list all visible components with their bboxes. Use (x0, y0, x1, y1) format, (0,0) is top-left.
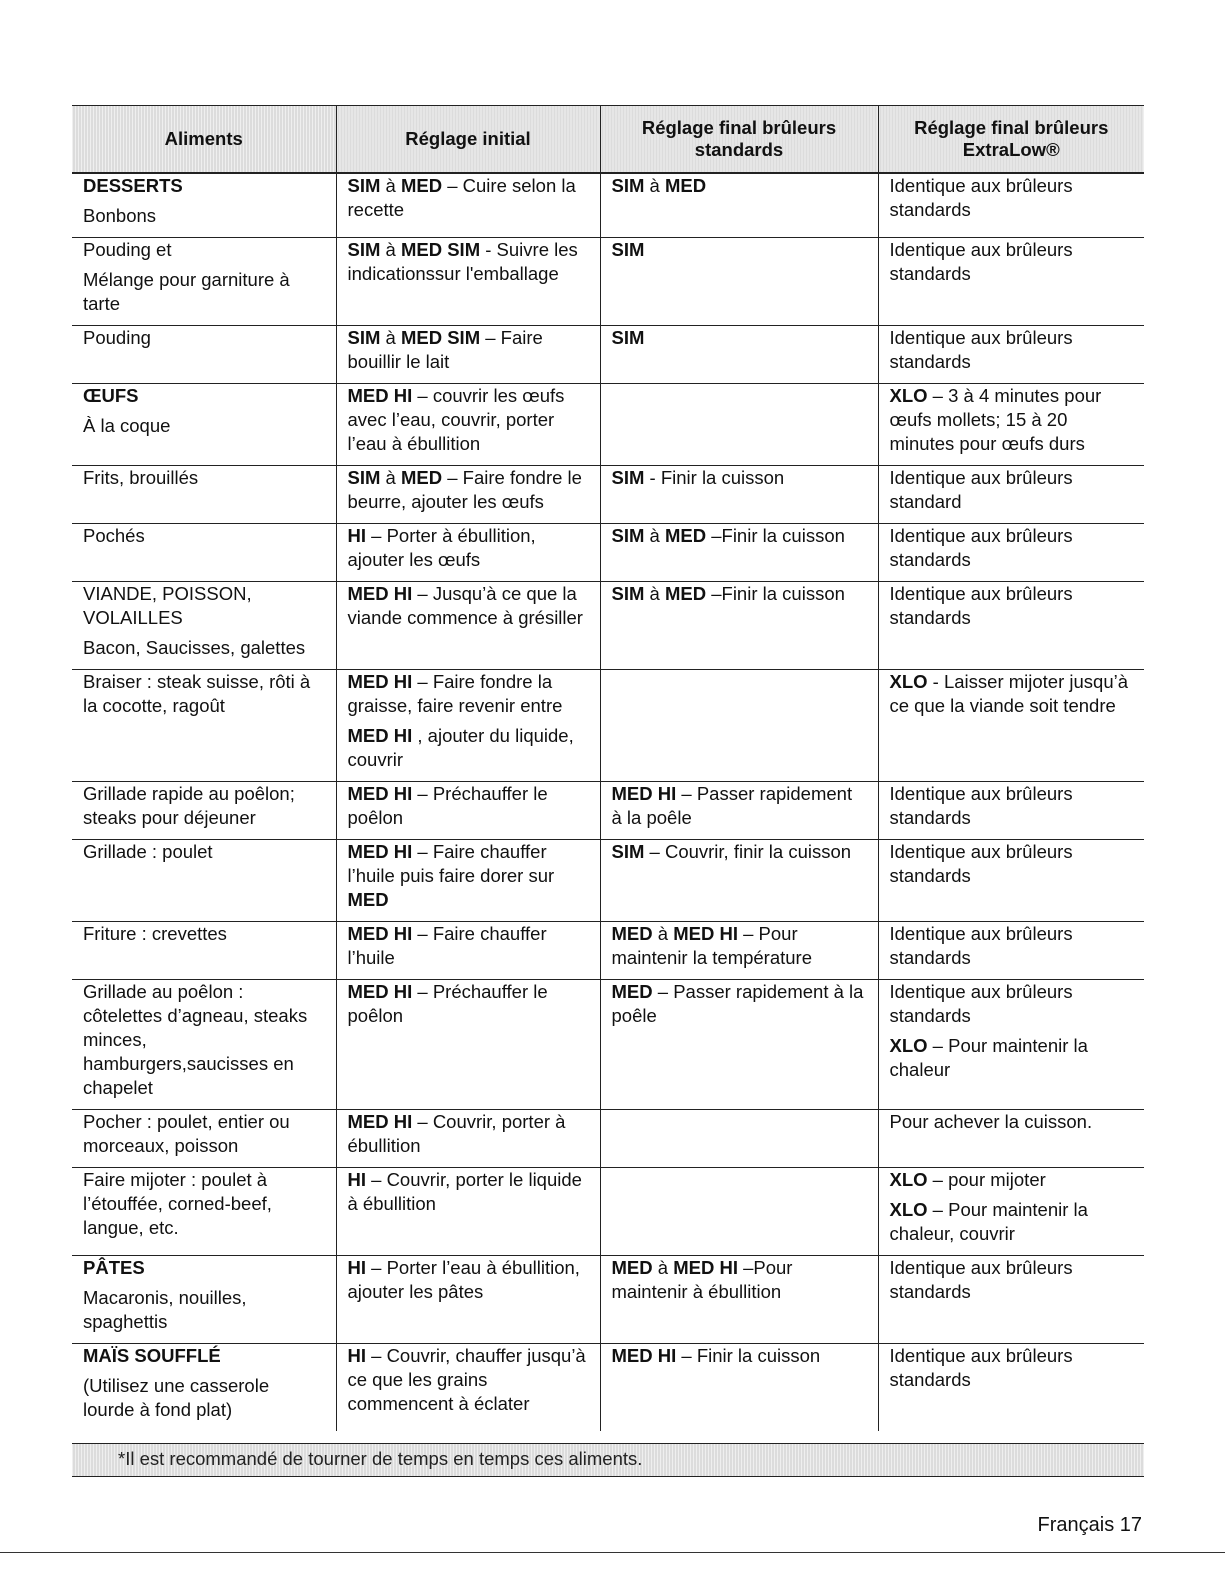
cell-paragraph (890, 980, 1135, 1028)
cell-reglage-extralow (878, 1256, 1144, 1344)
setting-label: SIM (611, 467, 645, 488)
cell-text: - Finir la cuisson (644, 467, 785, 488)
cell-text: Pochés (83, 525, 145, 546)
cell-text: – Finir la cuisson (676, 1345, 821, 1366)
cell-text: Grillade rapide au poêlon; steaks pour déjeuner (83, 783, 295, 828)
cell-reglage-initial (336, 1168, 600, 1256)
cell-paragraph (890, 466, 1135, 514)
page-footer: Français 17 (1037, 1514, 1142, 1536)
cell-text: Identique aux brûleurs standards (889, 1345, 1073, 1390)
cell-reglage-extralow (878, 384, 1144, 466)
cell-paragraph (83, 414, 326, 438)
setting-label: MED (400, 467, 443, 488)
cell-aliments (72, 238, 336, 326)
cell-paragraph (83, 782, 326, 830)
cell-text: – Faire chauffer l’huile puis faire dorer sur (347, 841, 555, 886)
cell-text: Pour achever la cuisson. (889, 1111, 1093, 1132)
table-row (72, 466, 1144, 524)
cell-reglage-initial (336, 1256, 600, 1344)
setting-label: MED HI (347, 583, 413, 604)
cell-paragraph (612, 466, 868, 490)
setting-label: SIM (611, 175, 645, 196)
setting-label: MED HI (347, 725, 413, 746)
cell-aliments (72, 466, 336, 524)
setting-label: ŒUFS (83, 385, 139, 406)
cell-text: – Préchauffer le poêlon (347, 783, 548, 828)
setting-label: SIM (611, 327, 645, 348)
cell-reglage-standards (600, 1256, 878, 1344)
cell-text: – Passer rapidement à la poêle (611, 981, 864, 1026)
cell-text: – Porter à ébullition, ajouter les œufs (347, 525, 536, 570)
cell-text: – Porter l’eau à ébullition, ajouter les pâtes (347, 1257, 580, 1302)
cell-text: – Faire fondre la graisse, faire revenir entre (347, 671, 563, 716)
cell-paragraph (348, 1110, 590, 1158)
setting-label: MED HI (347, 385, 413, 406)
cell-paragraph (348, 174, 590, 222)
setting-label: HI (347, 1345, 366, 1366)
table-row (72, 1110, 1144, 1168)
cell-paragraph (348, 384, 590, 456)
header-reglage-final-standards: Réglage final brûleurs standards (600, 106, 878, 174)
cell-paragraph (348, 670, 590, 718)
cell-paragraph (612, 238, 868, 262)
cell-text: Pocher : poulet, entier ou morceaux, poisson (83, 1111, 290, 1156)
cell-reglage-standards (600, 466, 878, 524)
cell-reglage-extralow (878, 1344, 1144, 1432)
cell-text: Bacon, Saucisses, galettes (83, 637, 306, 658)
cell-paragraph (83, 1110, 326, 1158)
cell-paragraph (348, 524, 590, 572)
cell-reglage-extralow (878, 782, 1144, 840)
cell-text: à (652, 1257, 674, 1278)
cell-paragraph (890, 922, 1135, 970)
cell-text: Pouding et (83, 239, 172, 260)
cell-text: à (652, 923, 674, 944)
setting-label: HI (347, 1257, 366, 1278)
cell-paragraph (612, 524, 868, 548)
cell-text: Macaronis, nouilles, spaghettis (83, 1287, 247, 1332)
cell-paragraph (348, 724, 590, 772)
cell-paragraph (83, 174, 326, 198)
header-reglage-initial: Réglage initial (336, 106, 600, 174)
cell-text: VIANDE, POISSON, VOLAILLES (83, 583, 252, 628)
cell-paragraph (890, 670, 1135, 718)
cell-text: Identique aux brûleurs standards (889, 525, 1073, 570)
cell-reglage-standards (600, 782, 878, 840)
cell-reglage-extralow (878, 840, 1144, 922)
setting-label: HI (347, 1169, 366, 1190)
setting-label: XLO (889, 385, 928, 406)
table-row (72, 670, 1144, 782)
cell-paragraph (890, 782, 1135, 830)
cell-reglage-standards (600, 326, 878, 384)
cell-text: Friture : crevettes (83, 923, 227, 944)
cell-paragraph (83, 524, 326, 548)
cell-paragraph (83, 582, 326, 630)
setting-label: MED HI (347, 981, 413, 1002)
cell-reglage-standards (600, 582, 878, 670)
cell-reglage-initial (336, 384, 600, 466)
cell-paragraph (83, 670, 326, 718)
table-row (72, 980, 1144, 1110)
cell-paragraph (348, 782, 590, 830)
table-row (72, 840, 1144, 922)
cell-text: Pouding (83, 327, 151, 348)
cell-paragraph (83, 268, 326, 316)
cell-paragraph (348, 840, 590, 912)
setting-label: SIM (611, 583, 645, 604)
setting-label: SIM (347, 467, 381, 488)
cell-text: Identique aux brûleurs standards (889, 1257, 1073, 1302)
cell-text: – Couvrir, chauffer jusqu’à ce que les grains commencent à éclater (347, 1345, 586, 1414)
cell-aliments (72, 1168, 336, 1256)
bottom-rule (0, 1552, 1225, 1553)
header-reglage-final-extralow: Réglage final brûleurs ExtraLow® (878, 106, 1144, 174)
cell-aliments (72, 384, 336, 466)
cell-aliments (72, 326, 336, 384)
cell-paragraph (83, 636, 326, 660)
setting-label: SIM (611, 239, 645, 260)
cell-aliments (72, 670, 336, 782)
cell-text: Mélange pour garniture à tarte (83, 269, 290, 314)
cell-text: – pour mijoter (927, 1169, 1046, 1190)
cell-text: Identique aux brûleurs standards (889, 327, 1073, 372)
setting-label: MED HI (347, 923, 413, 944)
cell-paragraph (890, 1168, 1135, 1192)
cell-reglage-extralow (878, 1168, 1144, 1256)
cell-paragraph (83, 466, 326, 490)
cell-text: à (644, 525, 665, 546)
cell-aliments (72, 524, 336, 582)
setting-label: SIM (347, 239, 381, 260)
cell-text: Frits, brouillés (83, 467, 199, 488)
cell-reglage-initial (336, 326, 600, 384)
cell-paragraph (612, 922, 868, 970)
cell-text: – Jusqu’à ce que la viande commence à grésiller (347, 583, 583, 628)
cell-paragraph (348, 922, 590, 970)
cell-reglage-initial (336, 922, 600, 980)
setting-label: MED (664, 525, 707, 546)
cell-text: - Suivre les indicationssur l'emballage (347, 239, 578, 284)
setting-label: MED HI (347, 783, 413, 804)
setting-label: PÂTES (83, 1257, 145, 1278)
cell-paragraph (348, 1256, 590, 1304)
cell-text: Bonbons (83, 205, 157, 226)
setting-label: MED HI (347, 1111, 413, 1132)
cell-paragraph (83, 238, 326, 262)
cell-paragraph (83, 204, 326, 228)
setting-label: MED HI (347, 671, 413, 692)
cell-paragraph (612, 1256, 868, 1304)
cell-paragraph (83, 1374, 326, 1422)
setting-label: MED (664, 583, 707, 604)
cell-reglage-initial (336, 670, 600, 782)
cell-reglage-initial (336, 1110, 600, 1168)
cell-paragraph (612, 174, 868, 198)
cell-reglage-standards (600, 670, 878, 782)
setting-label: MED (611, 1257, 653, 1278)
table-row (72, 1168, 1144, 1256)
table-header (72, 106, 1144, 174)
cell-reglage-initial (336, 980, 600, 1110)
cell-reglage-standards (600, 238, 878, 326)
cell-reglage-initial (336, 173, 600, 238)
cell-paragraph (890, 174, 1135, 222)
cell-reglage-extralow (878, 670, 1144, 782)
cell-paragraph (890, 524, 1135, 572)
table-row (72, 384, 1144, 466)
cell-text: Identique aux brûleurs standards (889, 841, 1073, 886)
cell-text: Identique aux brûleurs standards (889, 583, 1073, 628)
cell-text: (Utilisez une casserole lourde à fond plat) (83, 1375, 270, 1420)
cell-paragraph (348, 1168, 590, 1216)
cell-text: à (380, 467, 401, 488)
cell-text: à (644, 583, 665, 604)
table-row (72, 582, 1144, 670)
cell-text: –Pour maintenir à ébullition (611, 1257, 793, 1302)
cell-paragraph (348, 1344, 590, 1416)
cell-text: à (380, 327, 401, 348)
cell-paragraph (890, 840, 1135, 888)
cell-aliments (72, 980, 336, 1110)
cell-text: –Finir la cuisson (706, 525, 845, 546)
setting-label: DESSERTS (83, 175, 183, 196)
cell-text: – Passer rapidement à la poêle (611, 783, 853, 828)
cell-paragraph (83, 326, 326, 350)
cell-aliments (72, 1256, 336, 1344)
setting-label: XLO (889, 1035, 928, 1056)
cell-text: à (380, 239, 401, 260)
table-row (72, 1344, 1144, 1432)
cell-reglage-extralow (878, 524, 1144, 582)
cell-text: – Pour maintenir la chaleur, couvrir (889, 1199, 1088, 1244)
cell-paragraph (83, 980, 326, 1100)
cell-paragraph (83, 1168, 326, 1240)
cell-reglage-extralow (878, 1110, 1144, 1168)
cell-reglage-extralow (878, 326, 1144, 384)
setting-label: HI (347, 525, 366, 546)
cell-text: – 3 à 4 minutes pour œufs mollets; 15 à 20 minutes pour œufs durs (889, 385, 1102, 454)
cell-paragraph (612, 980, 868, 1028)
cell-paragraph (890, 384, 1135, 456)
cell-reglage-extralow (878, 238, 1144, 326)
cell-text: à (644, 175, 665, 196)
cell-reglage-extralow (878, 173, 1144, 238)
cell-aliments (72, 840, 336, 922)
cell-paragraph (83, 840, 326, 864)
table-row (72, 1256, 1144, 1344)
cell-paragraph (612, 1344, 868, 1368)
cell-text: – Pour maintenir la chaleur (889, 1035, 1088, 1080)
cell-text: Grillade au poêlon : côtelettes d’agneau, steaks minces, hamburgers,saucisses en chapelet (83, 981, 308, 1098)
cell-reglage-standards (600, 524, 878, 582)
cell-text: –Finir la cuisson (706, 583, 845, 604)
cell-text: Identique aux brûleurs standard (889, 467, 1073, 512)
setting-label: MED HI (611, 783, 677, 804)
table-body (72, 173, 1144, 1431)
table-row (72, 173, 1144, 238)
table-row (72, 238, 1144, 326)
setting-label: MED HI (673, 923, 738, 944)
cell-aliments (72, 1344, 336, 1432)
header-aliments: Aliments (72, 106, 336, 174)
cell-aliments (72, 1110, 336, 1168)
setting-label: XLO (889, 1199, 928, 1220)
cell-reglage-initial (336, 238, 600, 326)
cell-reglage-standards (600, 384, 878, 466)
cell-aliments (72, 922, 336, 980)
setting-label: MED (611, 981, 653, 1002)
cell-paragraph (890, 1198, 1135, 1246)
setting-label: XLO (889, 1169, 928, 1190)
cell-reglage-extralow (878, 980, 1144, 1110)
cell-text: Grillade : poulet (83, 841, 213, 862)
cell-reglage-extralow (878, 922, 1144, 980)
cell-text: À la coque (83, 415, 171, 436)
cell-paragraph (348, 238, 590, 286)
cell-aliments (72, 782, 336, 840)
cell-reglage-initial (336, 782, 600, 840)
cell-reglage-standards (600, 980, 878, 1110)
cell-paragraph (890, 582, 1135, 630)
cell-text: – Couvrir, finir la cuisson (644, 841, 852, 862)
table-row (72, 922, 1144, 980)
cell-paragraph (83, 1286, 326, 1334)
cell-text: – couvrir les œufs avec l’eau, couvrir, porter l’eau à ébullition (347, 385, 565, 454)
cell-reglage-initial (336, 582, 600, 670)
cell-text: Braiser : steak suisse, rôti à la cocotte, ragoût (83, 671, 311, 716)
cell-paragraph (348, 466, 590, 514)
cell-text: Identique aux brûleurs standards (889, 923, 1073, 968)
cell-text: – Faire bouillir le lait (347, 327, 543, 372)
cell-reglage-extralow (878, 466, 1144, 524)
cell-paragraph (890, 1110, 1135, 1134)
setting-label: MED HI (673, 1257, 738, 1278)
setting-label: MED (611, 923, 653, 944)
setting-label: SIM (347, 327, 381, 348)
cell-paragraph (890, 326, 1135, 374)
setting-label: MED (347, 889, 389, 910)
cooking-guide-table (72, 105, 1144, 1431)
setting-label: MED (664, 175, 707, 196)
cell-text: , ajouter du liquide, couvrir (347, 725, 574, 770)
cell-text: – Couvrir, porter à ébullition (347, 1111, 566, 1156)
table-row (72, 782, 1144, 840)
setting-label: MED HI (611, 1345, 677, 1366)
setting-label: XLO (889, 671, 928, 692)
cell-reglage-standards (600, 1110, 878, 1168)
setting-label: SIM (611, 525, 645, 546)
cell-paragraph (83, 1344, 326, 1368)
cell-reglage-standards (600, 840, 878, 922)
setting-label: MAÏS SOUFFLÉ (83, 1345, 221, 1366)
cell-reglage-initial (336, 524, 600, 582)
cell-text: à (380, 175, 401, 196)
cell-paragraph (348, 326, 590, 374)
footnote: *Il est recommandé de tourner de temps en temps ces aliments. (72, 1443, 1144, 1477)
setting-label: SIM (611, 841, 645, 862)
cell-reglage-standards (600, 1168, 878, 1256)
cell-reglage-standards (600, 1344, 878, 1432)
cell-text: – Couvrir, porter le liquide à ébullition (347, 1169, 582, 1214)
cell-paragraph (348, 582, 590, 630)
cell-paragraph (890, 1344, 1135, 1392)
cell-text: Identique aux brûleurs standards (889, 783, 1073, 828)
table-row (72, 524, 1144, 582)
cell-paragraph (612, 840, 868, 864)
cell-paragraph (890, 1034, 1135, 1082)
cell-aliments (72, 173, 336, 238)
cell-paragraph (612, 582, 868, 606)
cell-paragraph (348, 980, 590, 1028)
cell-text: Identique aux brûleurs standards (889, 239, 1073, 284)
cell-paragraph (83, 1256, 326, 1280)
cell-paragraph (83, 384, 326, 408)
cell-text: Identique aux brûleurs standards (889, 175, 1073, 220)
cell-reglage-initial (336, 840, 600, 922)
cell-text: – Cuire selon la recette (347, 175, 576, 220)
table-row (72, 326, 1144, 384)
cell-text: – Pour maintenir la température (611, 923, 813, 968)
setting-label: MED (400, 175, 443, 196)
cell-reglage-standards (600, 922, 878, 980)
cell-aliments (72, 582, 336, 670)
cell-text: – Faire fondre le beurre, ajouter les œufs (347, 467, 582, 512)
cell-text: Identique aux brûleurs standards (889, 981, 1073, 1026)
setting-label: MED SIM (400, 327, 481, 348)
cell-reglage-standards (600, 173, 878, 238)
cell-text: - Laisser mijoter jusqu’à ce que la viande soit tendre (889, 671, 1129, 716)
cell-text: – Faire chauffer l’huile (347, 923, 547, 968)
cell-reglage-initial (336, 466, 600, 524)
setting-label: MED HI (347, 841, 413, 862)
setting-label: SIM (347, 175, 381, 196)
cell-reglage-extralow (878, 582, 1144, 670)
cell-paragraph (890, 238, 1135, 286)
cell-text: – Préchauffer le poêlon (347, 981, 548, 1026)
cell-text: Faire mijoter : poulet à l’étouffée, corned-beef, langue, etc. (83, 1169, 272, 1238)
header-row (72, 106, 1144, 174)
cell-paragraph (890, 1256, 1135, 1304)
cell-reglage-initial (336, 1344, 600, 1432)
cell-paragraph (612, 326, 868, 350)
setting-label: MED SIM (400, 239, 481, 260)
cell-paragraph (612, 782, 868, 830)
cell-paragraph (83, 922, 326, 946)
